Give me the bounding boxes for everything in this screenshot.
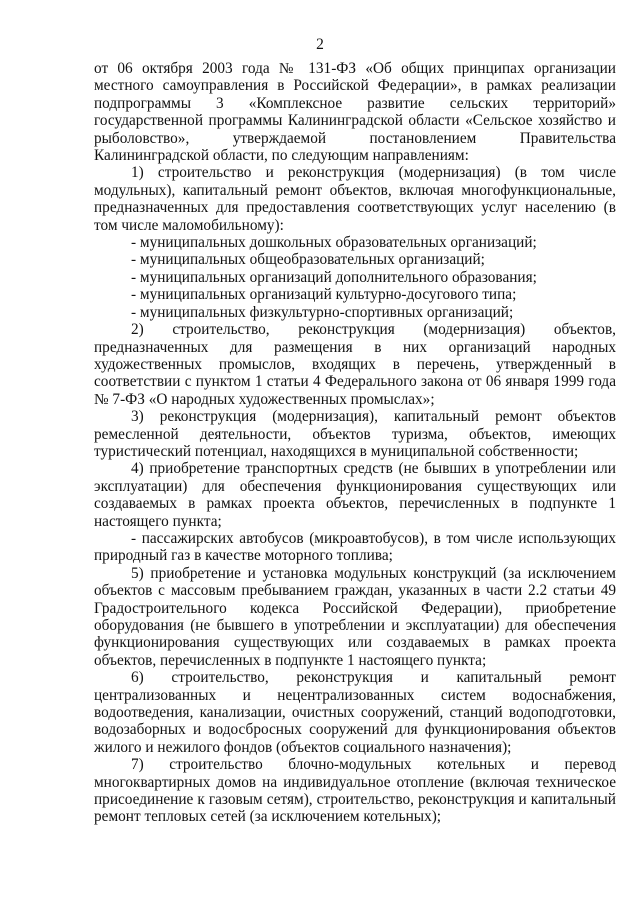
paragraph: 2) строительство, реконструкция (модернизация) объектов, предназначенных для размещения в них организаций народных художественных промыслов, входящих в перечень, утвержденный в соответствии с пунктом 1 статьи 4 Федерального закона от 06 января 1999 года № 7-ФЗ «О народных художественных промыслах»; <box>94 321 616 408</box>
list-item: - муниципальных общеобразовательных организаций; <box>131 251 485 269</box>
list-item: - муниципальных физкультурно-спортивных организаций; <box>131 303 514 321</box>
paragraph: от 06 октября 2003 года № 131-ФЗ «Об общих принципах организации местного самоуправления в Российской Федерации», в рамках реализации подпрограммы 3 «Комплексное развитие сельских территорий» государственной программы Калининградской области «Сельское хозяйство и рыболовство», утверждаемой постановлением Правительства Калининградской области, по следующим направлениям: <box>94 60 616 165</box>
document-body <box>94 60 616 826</box>
page-number: 2 <box>316 36 324 53</box>
paragraph: 3) реконструкция (модернизация), капитальный ремонт объектов ремесленной деятельности, объектов туризма, объектов, имеющих туристический потенциал, находящихся в муниципальной собственности; <box>94 408 616 460</box>
paragraph: 5) приобретение и установка модульных конструкций (за исключением объектов с массовым пребыванием граждан, указанных в части 2.2 статьи 49 Градостроительного кодекса Российской Федерации), приобретение оборудования (не бывшего в употреблении и эксплуатации) для обеспечения функционирования существующих или создаваемых в рамках проекта объектов, перечисленных в подпункте 1 настоящего пункта; <box>94 564 616 669</box>
paragraph: 6) строительство, реконструкция и капитальный ремонт централизованных и нецентрализованных систем водоснабжения, водоотведения, канализации, очистных сооружений, станций водоподготовки, водозаборных и водосбросных сооружений для функционирования объектов жилого и нежилого фондов (объектов социального назначения); <box>94 669 616 756</box>
paragraph: 1) строительство и реконструкция (модернизация) (в том числе модульных), капитальный ремонт объектов, включая многофункциональные, предназначенных для предоставления соответствующих услуг населению (в том числе маломобильному): <box>94 164 616 234</box>
list-item: - муниципальных дошкольных образовательных организаций; <box>131 234 537 252</box>
list-item: - муниципальных организаций культурно-досугового типа; <box>131 286 517 304</box>
paragraph: 4) приобретение транспортных средств (не бывших в употреблении или эксплуатации) для обеспечения функционирования существующих или создаваемых в рамках проекта объектов, перечисленных в подпункте 1 настоящего пункта; <box>94 460 616 530</box>
list-item: - муниципальных организаций дополнительного образования; <box>131 268 537 286</box>
paragraph: 7) строительство блочно-модульных котельных и перевод многоквартирных домов на индивидуальное отопление (включая техническое присоединение к газовым сетям), строительство, реконструкция и капитальный ремонт тепловых сетей (за исключением котельных); <box>94 756 616 826</box>
paragraph: - пассажирских автобусов (микроавтобусов), в том числе использующих природный газ в качестве моторного топлива; <box>94 529 616 565</box>
